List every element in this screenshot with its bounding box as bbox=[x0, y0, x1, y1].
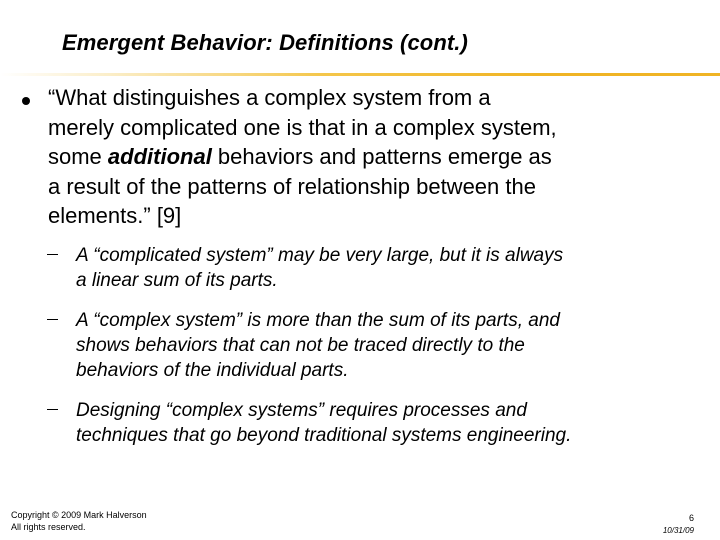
bullet-line: a result of the patterns of relationship between the bbox=[48, 173, 536, 199]
main-bullet-text bbox=[48, 83, 702, 231]
rights-text: All rights reserved. bbox=[11, 522, 86, 532]
sub-bullet bbox=[47, 243, 707, 293]
page-number: 6 bbox=[688, 513, 694, 523]
dash-icon bbox=[47, 319, 58, 320]
sub-bullet-line: behaviors of the individual parts. bbox=[76, 360, 349, 381]
sub-bullet-line: techniques that go beyond traditional systems engineering. bbox=[76, 425, 572, 446]
main-bullet bbox=[22, 83, 702, 231]
sub-bullet-text bbox=[76, 243, 707, 293]
footer-date: 10/31/09 bbox=[662, 526, 694, 535]
sub-bullet-line: A “complicated system” may be very large, but it is always bbox=[76, 245, 564, 266]
title-divider bbox=[0, 73, 720, 76]
slide-title: Emergent Behavior: Definitions (cont.) bbox=[62, 30, 468, 55]
bullet-dot-icon bbox=[22, 97, 30, 105]
bullet-line: elements.” [9] bbox=[48, 203, 182, 228]
sub-bullet-text bbox=[76, 398, 707, 448]
sub-bullet-line: shows behaviors that can not be traced directly to the bbox=[76, 335, 525, 356]
sub-bullet-line: A “complex system” is more than the sum of its parts, and bbox=[76, 310, 560, 331]
sub-bullet-line: Designing “complex systems” requires processes and bbox=[76, 400, 527, 421]
sub-bullet-text bbox=[76, 308, 707, 383]
footer-copyright bbox=[11, 509, 147, 533]
bullet-line: merely complicated one is that in a complex system, bbox=[48, 114, 557, 140]
sub-bullet-line: a linear sum of its parts. bbox=[76, 270, 278, 291]
sub-bullet bbox=[47, 398, 707, 448]
bullet-line-text: some bbox=[48, 144, 108, 169]
dash-icon bbox=[47, 409, 58, 410]
sub-bullet bbox=[47, 308, 707, 383]
bullet-line-text: behaviors and patterns emerge as bbox=[211, 144, 552, 169]
emphasized-word: additional bbox=[107, 144, 212, 169]
bullet-line: “What distinguishes a complex system from a bbox=[48, 85, 491, 110]
copyright-text: Copyright © 2009 Mark Halverson bbox=[11, 510, 147, 520]
dash-icon bbox=[47, 254, 58, 255]
bullet-line bbox=[48, 142, 702, 172]
